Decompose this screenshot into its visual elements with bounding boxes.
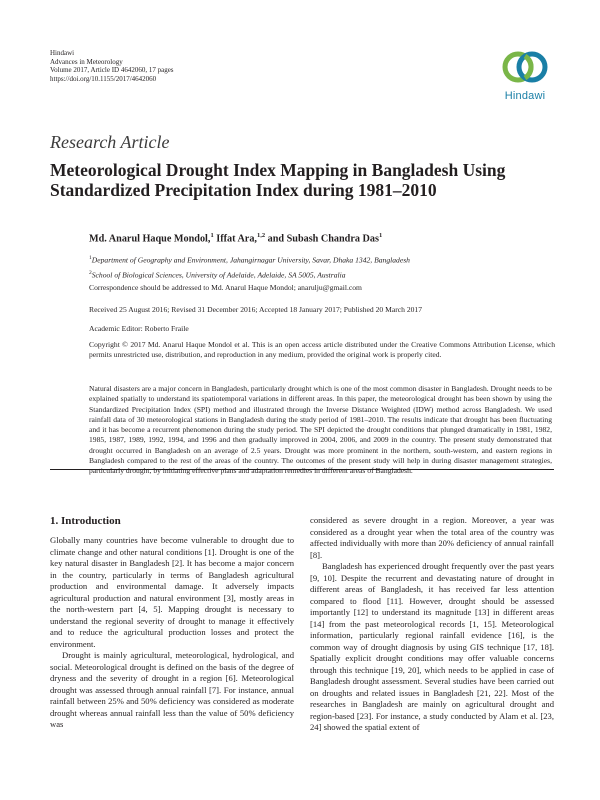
left-column (50, 535, 294, 731)
right-column (310, 515, 554, 734)
dates-line: Received 25 August 2016; Revised 31 December 2016; Accepted 18 January 2017; Published 20 March 2017 (89, 305, 423, 314)
article-title: Meteorological Drought Index Mapping in Bangladesh Using Standardized Precipitation Index during 1981–2010 (50, 160, 506, 200)
affiliation-mark: 1 (89, 255, 92, 261)
author-affil-mark: 1 (210, 232, 214, 239)
article-type: Research Article (50, 132, 170, 152)
affiliation-text: School of Biological Sciences, University of Adelaide, Adelaide, SA 5005, Australia (91, 270, 346, 280)
hindawi-logo-word: Hindawi (504, 90, 546, 102)
publisher-name: Hindawi (50, 49, 75, 57)
section-heading: 1. Introduction (50, 515, 121, 527)
body-paragraph: Drought is mainly agricultural, meteorological, hydrological, and social. Meteorological drought is defined on the basis of the degree of dryness and the severity of drought in a region [6]. Meteorological drought was assessed through annual rainfall [7]. For instance, annual rainfall between 25% and 50% deficiency was considered as moderate drought whereas annual rainfall less than the value of 50% deficiency was (50, 650, 294, 729)
body-paragraph: considered as severe drought in a region. Moreover, a year was considered as a drought year when the total area of the country was affected individually with more than 20% deficiency of annual rainfall [8]. (310, 515, 554, 560)
affiliation-item (89, 252, 569, 267)
correspondence-line: Correspondence should be addressed to Md. Anarul Haque Mondol; anarulju@gmail.com (89, 283, 362, 292)
author-list (89, 232, 382, 244)
body-paragraph: Bangladesh has experienced drought frequently over the past years [9, 10]. Despite the recurrent and devastating nature of drought in different areas of Bangladesh, it has received far less attention compared to flood [11]. However, drought should be assessed importantly [12] to understand its magnitude [13] in different areas [14] from the past meteorological records [1, 15]. Meteorological information, particularly regional rainfall evidence [16], is the common way of drought diagnosis by using GIS technique [17, 18]. Spatially explicit drought conditions may offer valuable concerns through this technique [19, 20], which needs to be applied in case of Bangladesh drought assessment. Several studies have been carried out on droughts and related issues in Bangladesh [21, 22]. Most of the researches in Bangladesh are mainly on agricultural drought and region-based [23]. For instance, a study conducted by Alam et al. [23, 24] showed the spatial extent of (310, 561, 554, 732)
author-name[interactable]: Iffat Ara, (216, 233, 257, 245)
affiliations (89, 252, 569, 283)
academic-editor: Academic Editor: Roberto Fraile (89, 324, 189, 333)
journal-doi[interactable]: https://doi.org/10.1155/2017/4642060 (50, 74, 157, 83)
body-paragraph: Globally many countries have become vulnerable to drought due to climate change and other natural conditions [1]. Drought is one of the key natural disaster in Bangladesh [2]. It has become a major concern in the country, particularly in terms of Bangladesh agricultural production and environmental damage. It adversely impacts agricultural production and natural environment [3], mostly areas in the north-western part [4, 5]. Mapping drought is necessary to understand the regional severity of drought to manage it effectively and to reduce the agricultural production losses and protect the environment. (50, 535, 294, 649)
author-name[interactable]: and Subash Chandra Das (267, 233, 379, 245)
journal-name: Advances in Meteorology (50, 57, 123, 66)
abstract-text: Natural disasters are a major concern in Bangladesh, particularly drought which is one of the most common disaster in Bangladesh. Drought needs to be explained spatially to understand its spatiotemporal variations in different areas. In this paper, the meteorological drought has been shown by using the Standardized Precipitation Index (SPI) method and illustrated through the Inverse Distance Weighted (IDW) method across Bangladesh. We used rainfall data of 30 meteorological stations in Bangladesh during the study period of 1981–2010. The results indicate that drought has been fluctuating and it has become a recurrent phenomenon during the study period. The SPI depicted the drought conditions that plunged dramatically in 1981, 1982, 1985, 1987, 1989, 1992, 1994, and 1996 and then gradually improved in 2004, 2006, and 2009 in the country. The present study demonstrated that drought occurred in Bangladesh on an average of 2.5 years. Drought was more prominent in the northern, south-western, and eastern regions in Bangladesh compared to the rest of the areas of the country. The outcomes of the present study will help in during disaster management strategies, particularly drought, by initiating effective plans and adaptation remedies in different areas of Bangladesh. (89, 384, 552, 476)
author-affil-mark: 1 (378, 232, 383, 239)
affiliation-mark: 2 (89, 270, 92, 277)
abstract-divider (50, 469, 554, 470)
author-name[interactable]: Md. Anarul Haque Mondol, (89, 233, 211, 245)
copyright-notice: Copyright © 2017 Md. Anarul Haque Mondol et al. This is an open access article distributed under the Creative Commons Attribution License, which permits unrestricted use, distribution, and reproduction in any medium, provided the original work is properly cited. (89, 340, 555, 360)
journal-volume: Volume 2017, Article ID 4642060, 17 pages (50, 66, 174, 75)
journal-info (50, 49, 174, 83)
author-affil-mark: 1,2 (256, 232, 266, 239)
affiliation-item (89, 267, 569, 282)
affiliation-text: Department of Geography and Environment, Jahangirnagar University, Savar, Dhaka 1342, Bangladesh (91, 255, 410, 265)
